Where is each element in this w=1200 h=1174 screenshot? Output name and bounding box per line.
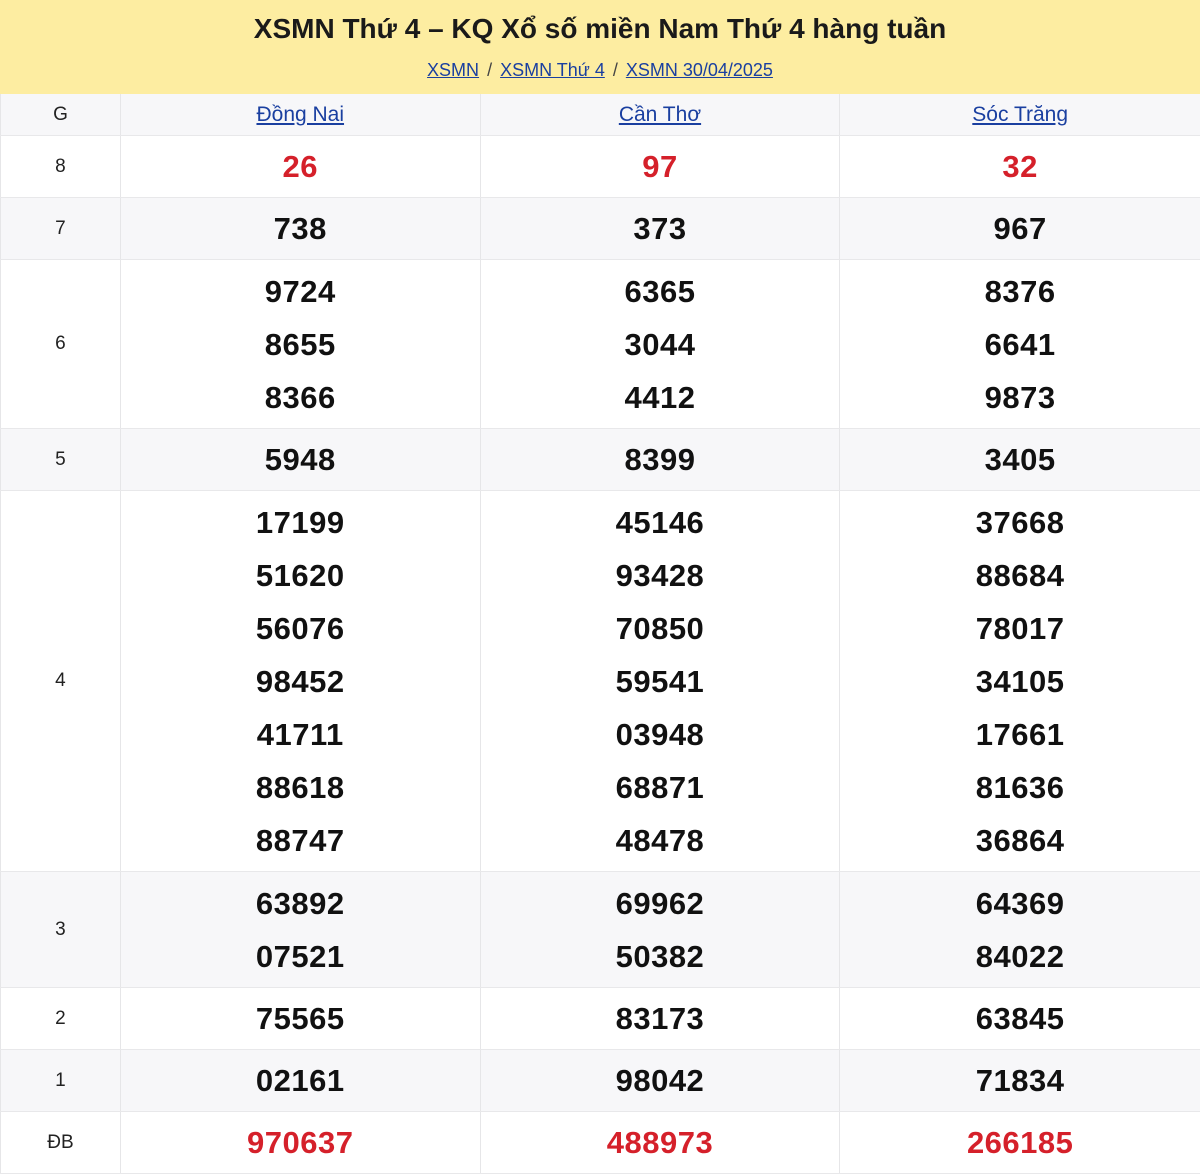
prize-label: 7 [0, 198, 121, 259]
table-header-row [0, 94, 1200, 136]
prize-column-header: G [0, 94, 121, 135]
prize-number: 50382 [615, 938, 705, 974]
province-link-can-tho[interactable]: Cần Thơ [618, 102, 702, 126]
province-link-dong-nai[interactable]: Đồng Nai [256, 102, 345, 126]
province-header-dong-nai [121, 94, 481, 135]
prize-cell [121, 1112, 481, 1173]
prize-number: 97 [642, 149, 678, 184]
prize-number: 03948 [615, 716, 705, 752]
prize-number: 41711 [256, 716, 344, 752]
prize-cell [121, 198, 481, 259]
prize-number: 48478 [615, 822, 705, 858]
prize-number: 34105 [975, 663, 1065, 699]
prize-number: 88684 [975, 557, 1065, 593]
breadcrumb-xsmn[interactable]: XSMN [427, 60, 480, 80]
prize-number: 81636 [975, 769, 1065, 805]
prize-cell [840, 429, 1200, 490]
prize-cell [840, 1050, 1200, 1111]
prize-cell [840, 198, 1200, 259]
prize-cell [481, 872, 841, 987]
prize-cell [840, 1112, 1200, 1173]
prize-number: 738 [273, 211, 327, 246]
prize-number: 70850 [615, 610, 705, 646]
prize-cell [840, 872, 1200, 987]
prize-number: 02161 [255, 1063, 345, 1098]
page-header [0, 0, 1200, 94]
prize-cell [840, 136, 1200, 197]
prize-label: 6 [0, 260, 121, 428]
prize-number: 45146 [615, 504, 705, 540]
province-header-soc-trang [840, 94, 1200, 135]
prize-number: 93428 [615, 557, 705, 593]
prize-label: 1 [0, 1050, 121, 1111]
prize-cell [840, 260, 1200, 428]
prize-number: 373 [633, 211, 687, 246]
prize-number: 967 [993, 211, 1047, 246]
prize-number: 26 [282, 149, 318, 184]
prize-cell [121, 988, 481, 1049]
prize-cell [121, 260, 481, 428]
prize-number: 56076 [255, 610, 345, 646]
prize-number: 32 [1002, 149, 1038, 184]
prize-number: 8655 [264, 326, 336, 362]
breadcrumb [0, 58, 1200, 82]
prize-cell [121, 429, 481, 490]
prize-cell [481, 1050, 841, 1111]
prize-number: 78017 [975, 610, 1065, 646]
prize-label: 5 [0, 429, 121, 490]
prize-cell [481, 136, 841, 197]
prize-number: 9873 [984, 379, 1056, 415]
prize-cell [840, 988, 1200, 1049]
prize-number: 68871 [615, 769, 705, 805]
prize-number: 17199 [255, 504, 345, 540]
prize-number: 37668 [975, 504, 1065, 540]
prize-number: 8376 [984, 273, 1056, 309]
prize-number: 63892 [255, 885, 345, 921]
prize-number: 59541 [615, 663, 705, 699]
prize-label: 2 [0, 988, 121, 1049]
page-title: XSMN Thứ 4 – KQ Xổ số miền Nam Thứ 4 hàng tuần [253, 13, 947, 44]
table-row [0, 988, 1200, 1050]
table-row [0, 491, 1200, 872]
prize-number: 9724 [264, 273, 336, 309]
prize-label: 3 [0, 872, 121, 987]
prize-number: 8399 [624, 442, 696, 477]
breadcrumb-separator: / [487, 60, 493, 80]
prize-cell [481, 1112, 841, 1173]
prize-number: 3405 [984, 442, 1056, 477]
prize-cell [481, 988, 841, 1049]
breadcrumb-xsmn-date[interactable]: XSMN 30/04/2025 [625, 60, 773, 80]
prize-number: 51620 [255, 557, 345, 593]
prize-number: 970637 [247, 1125, 354, 1160]
prize-label: 4 [0, 491, 121, 871]
prize-number: 5948 [264, 442, 336, 477]
table-row [0, 429, 1200, 491]
prize-number: 63845 [975, 1001, 1065, 1036]
prize-number: 488973 [606, 1125, 714, 1160]
prize-cell [121, 136, 481, 197]
table-row [0, 872, 1200, 988]
prize-cell [840, 491, 1200, 871]
prize-label: 8 [0, 136, 121, 197]
prize-number: 88747 [255, 822, 345, 858]
prize-number: 71834 [975, 1063, 1065, 1098]
table-row [0, 1112, 1200, 1174]
table-row [0, 260, 1200, 429]
prize-number: 75565 [255, 1001, 345, 1036]
breadcrumb-separator: / [612, 60, 618, 80]
prize-cell [121, 872, 481, 987]
prize-number: 88618 [255, 769, 345, 805]
prize-number: 07521 [255, 938, 345, 974]
table-row [0, 136, 1200, 198]
prize-cell [481, 260, 841, 428]
prize-number: 69962 [615, 885, 705, 921]
prize-number: 98042 [615, 1063, 705, 1098]
prize-cell [121, 491, 481, 871]
province-header-can-tho [481, 94, 841, 135]
prize-number: 64369 [975, 885, 1065, 921]
prize-number: 3044 [624, 326, 696, 362]
prize-cell [481, 491, 841, 871]
prize-number: 8366 [264, 379, 336, 415]
prize-number: 84022 [975, 938, 1065, 974]
prize-number: 266185 [966, 1125, 1074, 1160]
prize-number: 36864 [975, 822, 1065, 858]
prize-number: 17661 [975, 716, 1065, 752]
prize-number: 6365 [624, 273, 696, 309]
table-row [0, 198, 1200, 260]
prize-number: 98452 [255, 663, 345, 699]
prize-cell [481, 429, 841, 490]
prize-label: ĐB [0, 1112, 121, 1173]
table-row [0, 1050, 1200, 1112]
prize-cell [121, 1050, 481, 1111]
province-link-soc-trang[interactable]: Sóc Trăng [972, 102, 1069, 126]
breadcrumb-xsmn-thu-4[interactable]: XSMN Thứ 4 [500, 60, 605, 80]
results-table [0, 94, 1200, 1172]
prize-number: 83173 [615, 1001, 705, 1036]
prize-number: 4412 [624, 379, 696, 415]
prize-cell [481, 198, 841, 259]
prize-number: 6641 [984, 326, 1056, 362]
